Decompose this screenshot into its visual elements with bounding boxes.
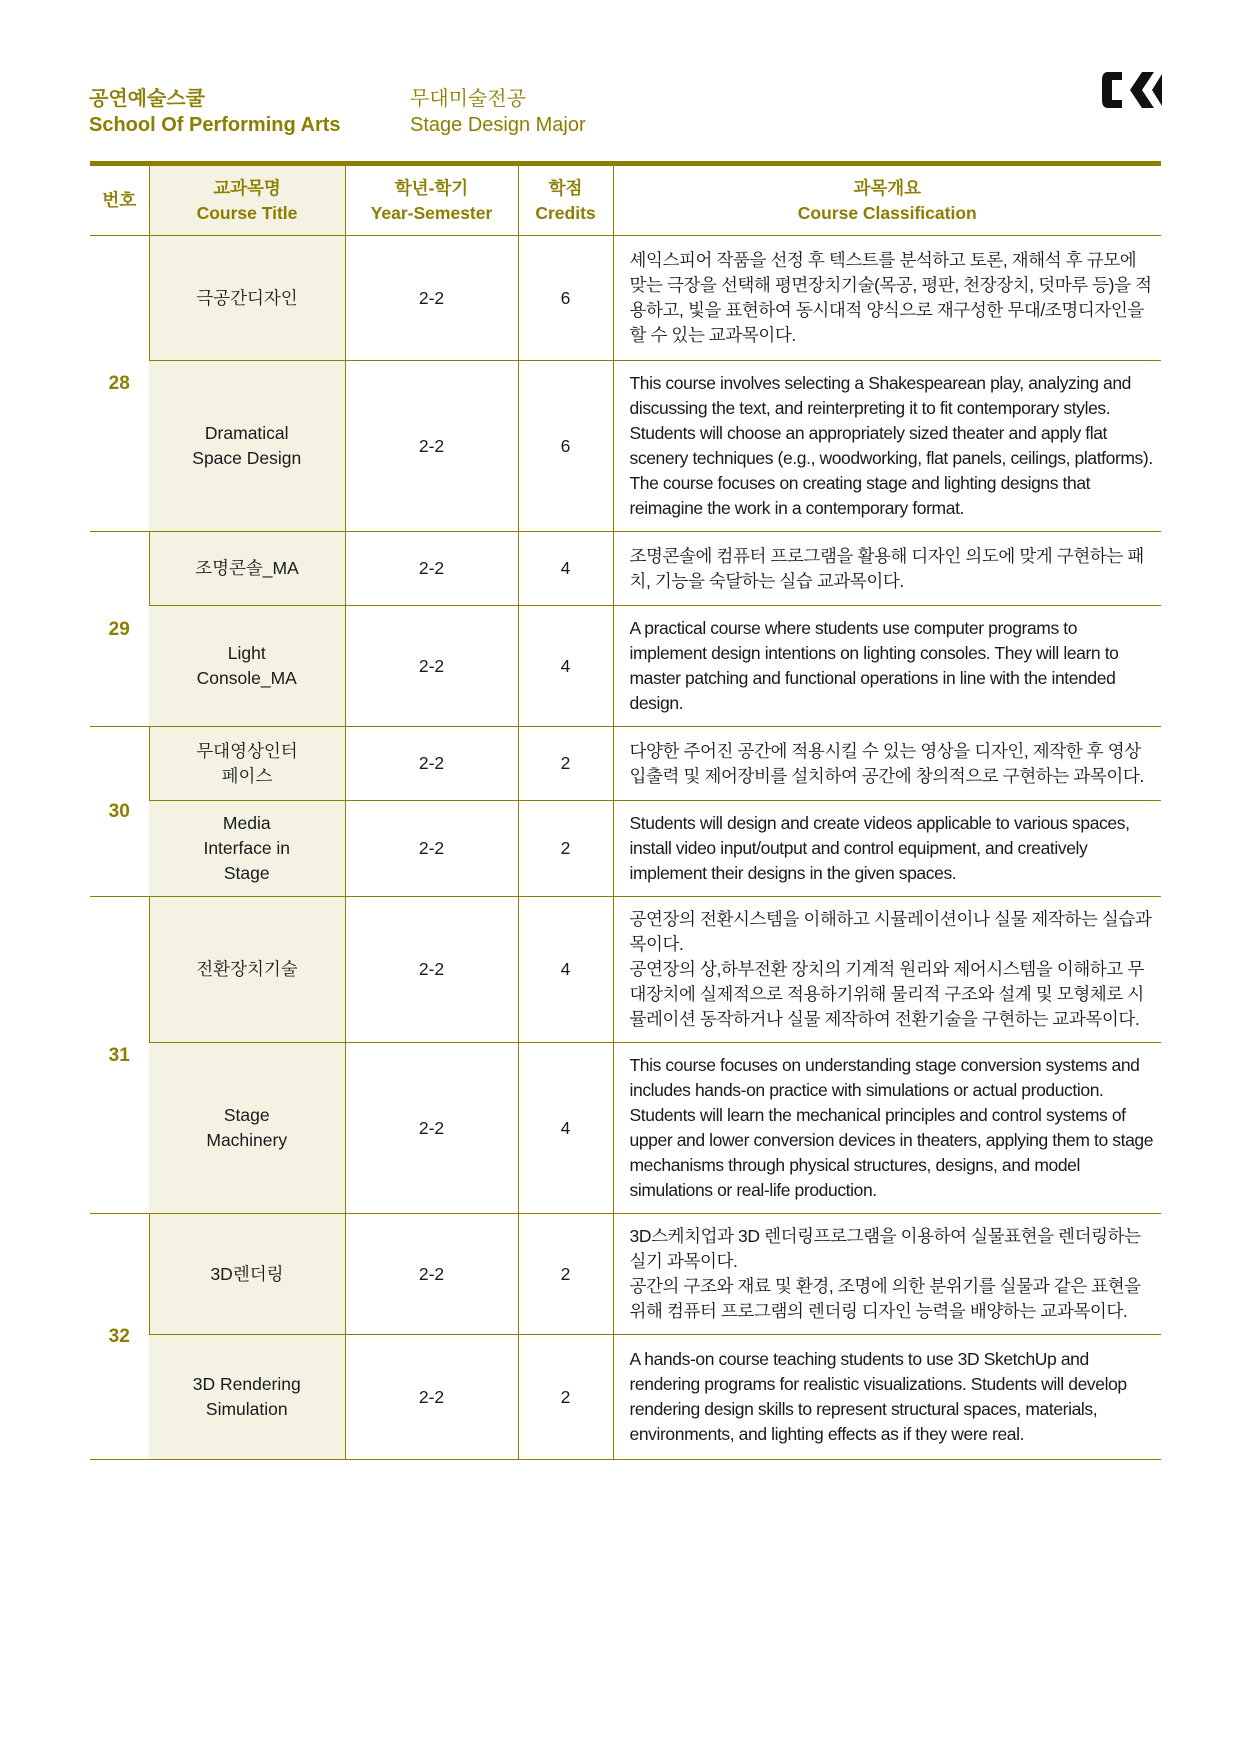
course-title: 전환장치기술 [149, 897, 345, 1043]
table-row [90, 606, 1161, 727]
major-en: Stage Design Major [410, 114, 586, 136]
course-number: 30 [90, 727, 149, 897]
course-description: 다양한 주어진 공간에 적용시킬 수 있는 영상을 디자인, 제작한 후 영상입출력 및 제어장비를 설치하여 공간에 창의적으로 구현하는 과목이다. [613, 727, 1161, 801]
table-row [90, 361, 1161, 532]
table-row [90, 897, 1161, 1043]
course-title: 3D Rendering Simulation [149, 1335, 345, 1460]
credits: 6 [518, 361, 613, 532]
school-heading [89, 86, 341, 138]
table-row [90, 532, 1161, 606]
course-description: A hands-on course teaching students to use 3D SketchUp and rendering programs for realistic visualizations. Students will develop rendering design skills to represent structural spaces, materials, environments, and lighting effects as if they were real. [613, 1335, 1161, 1460]
course-title: 무대영상인터페이스 [149, 727, 345, 801]
course-description: A practical course where students use computer programs to implement design intentions on lighting consoles. They will learn to master patching and functional operations in line with the intended design. [613, 606, 1161, 727]
table-row [90, 1214, 1161, 1335]
course-title: 조명콘솔_MA [149, 532, 345, 606]
year-semester: 2-2 [345, 1335, 518, 1460]
major-ko: 무대미술전공 [410, 88, 526, 110]
credits: 6 [518, 236, 613, 361]
school-ko: 공연예술스쿨 [89, 88, 205, 110]
credits: 2 [518, 801, 613, 897]
credits: 4 [518, 606, 613, 727]
credits: 2 [518, 1214, 613, 1335]
year-semester: 2-2 [345, 532, 518, 606]
course-title: Dramatical Space Design [149, 361, 345, 532]
year-semester: 2-2 [345, 236, 518, 361]
course-description: 셰익스피어 작품을 선정 후 텍스트를 분석하고 토론, 재해석 후 규모에 맞는 극장을 선택해 평면장치기술(목공, 평판, 천장장치, 덧마루 등)을 적용하고, 빛을 표현하여 동시대적 양식으로 재구성한 무대/조명디자인을 할 수 있는 교과목이다. [613, 236, 1161, 361]
year-semester: 2-2 [345, 727, 518, 801]
table-row [90, 1043, 1161, 1214]
col-credits: 학점 Credits [518, 164, 613, 236]
course-number: 29 [90, 532, 149, 727]
col-no: 번호 [90, 164, 149, 236]
course-description: 공연장의 전환시스템을 이해하고 시뮬레이션이나 실물 제작하는 실습과목이다. 공연장의 상,하부전환 장치의 기계적 원리와 제어시스템을 이해하고 무대장치에 실제적으로 적용하기위해 물리적 구조와 설계 및 모형체로 시뮬레이션 동작하거나 실물 제작하여 전환기술을 구현하는 교과목이다. [613, 897, 1161, 1043]
course-number: 32 [90, 1214, 149, 1460]
course-number: 31 [90, 897, 149, 1214]
table-row [90, 236, 1161, 361]
table-row [90, 1335, 1161, 1460]
year-semester: 2-2 [345, 606, 518, 727]
credits: 2 [518, 727, 613, 801]
course-description: 3D스케치업과 3D 렌더링프로그램을 이용하여 실물표현을 렌더링하는 실기 과목이다. 공간의 구조와 재료 및 환경, 조명에 의한 분위기를 실물과 같은 표현을 위해 컴퓨터 프로그램의 렌더링 디자인 능력을 배양하는 교과목이다. [613, 1214, 1161, 1335]
school-en: School Of Performing Arts [89, 114, 341, 136]
course-title: 3D렌더링 [149, 1214, 345, 1335]
year-semester: 2-2 [345, 361, 518, 532]
year-semester: 2-2 [345, 1214, 518, 1335]
course-title: Light Console_MA [149, 606, 345, 727]
course-table [90, 161, 1161, 1460]
course-number: 28 [90, 236, 149, 532]
credits: 2 [518, 1335, 613, 1460]
col-title: 교과목명 Course Title [149, 164, 345, 236]
course-description: This course involves selecting a Shakespearean play, analyzing and discussing the text, and reinterpreting it to fit contemporary styles. Students will choose an appropriately sized theater and apply flat scenery techniques (e.g., woodworking, flat panels, ceilings, platforms). The course focuses on creating stage and lighting designs that reimagine the work in a contemporary format. [613, 361, 1161, 532]
credits: 4 [518, 897, 613, 1043]
col-classification: 과목개요 Course Classification [613, 164, 1161, 236]
table-row [90, 727, 1161, 801]
year-semester: 2-2 [345, 1043, 518, 1214]
table-header-row [90, 164, 1161, 236]
credits: 4 [518, 532, 613, 606]
major-heading [410, 86, 586, 138]
course-description: Students will design and create videos applicable to various spaces, install video input/output and control equipment, and creatively implement their designs in the given spaces. [613, 801, 1161, 897]
course-title: Media Interface in Stage [149, 801, 345, 897]
table-row [90, 801, 1161, 897]
year-semester: 2-2 [345, 897, 518, 1043]
course-description: This course focuses on understanding stage conversion systems and includes hands-on practice with simulations or actual production. Students will learn the mechanical principles and control systems of upper and lower conversion devices in theaters, applying them to stage mechanisms through physical structures, designs, and model simulations or real-life production. [613, 1043, 1161, 1214]
course-description: 조명콘솔에 컴퓨터 프로그램을 활용해 디자인 의도에 맞게 구현하는 패치, 기능을 숙달하는 실습 교과목이다. [613, 532, 1161, 606]
ck-logo-icon [1100, 70, 1162, 110]
course-title: 극공간디자인 [149, 236, 345, 361]
year-semester: 2-2 [345, 801, 518, 897]
col-year-semester: 학년-학기 Year-Semester [345, 164, 518, 236]
credits: 4 [518, 1043, 613, 1214]
course-title: Stage Machinery [149, 1043, 345, 1214]
